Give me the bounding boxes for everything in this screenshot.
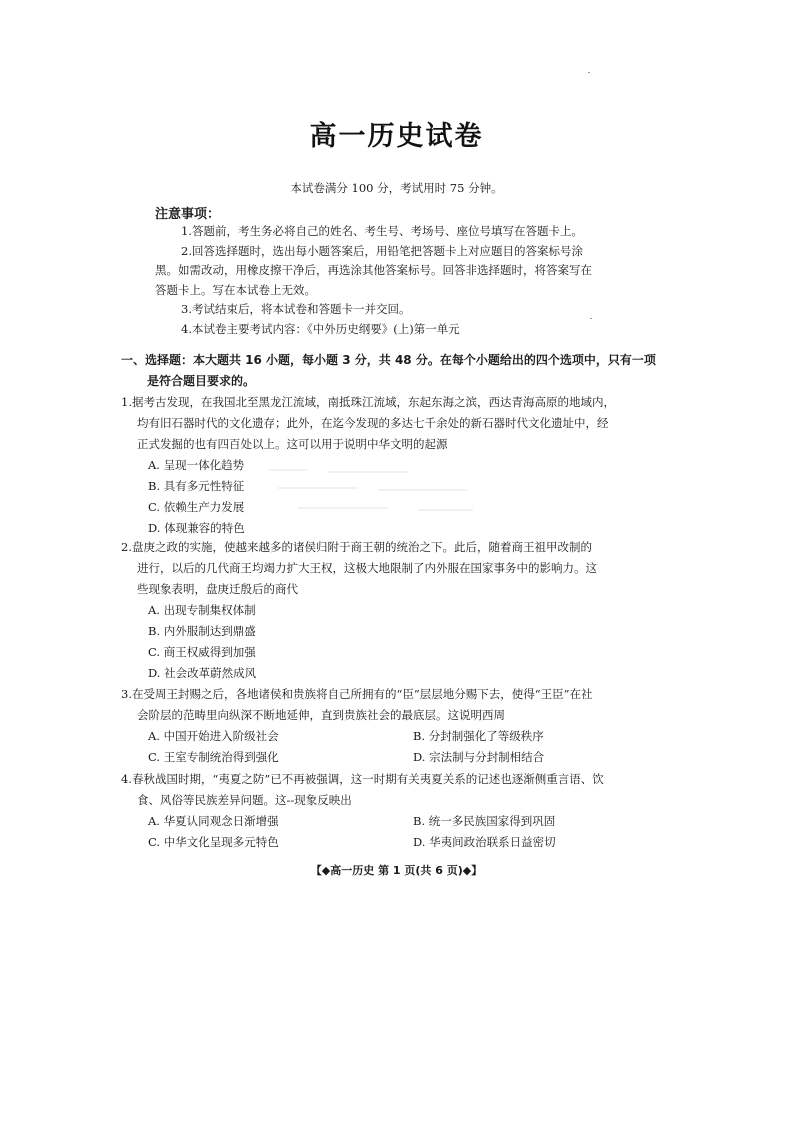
stem-line: 据考古发现，在我国北至黑龙江流域，南抵珠江流域，东起东海之滨，西达青海高原的地域内， (131, 395, 615, 409)
notice-block (155, 222, 625, 340)
question-3 (121, 684, 656, 768)
question-stem (121, 769, 656, 811)
stem-line: 食、风俗等民族差异问题。这--现象反映出 (137, 793, 352, 807)
option-a: A. 出现专制集权体制 (148, 603, 256, 617)
options-grid (121, 811, 656, 853)
stem-line: 些现象表明，盘庚迁殷后的商代 (137, 582, 298, 596)
section-heading (121, 350, 661, 392)
stem-line: 正式发掘的也有四百处以上。这可以用于说明中华文明的起源 (137, 437, 448, 451)
page-footer: 【◆高一历史 第 1 页(共 6 页)◆】 (310, 864, 483, 877)
scan-speck (588, 72, 590, 73)
option-c: C. 中华文化呈现多元特色 (148, 835, 279, 849)
option-c: C. 商王权威得到加强 (148, 645, 256, 659)
stem-line: 盘庚之政的实施，使越来越多的诸侯归附于商王朝的统治之下。此后，随着商王祖甲改制的 (131, 540, 592, 554)
notice-item: 答题卡上。写在本试卷上无效。 (155, 282, 316, 297)
options-grid (121, 726, 656, 768)
option-b: B. 内外服制达到鼎盛 (148, 624, 256, 638)
question-number: 2. (121, 540, 132, 554)
option-a: A. 呈现一体化趋势 (148, 458, 245, 472)
notice-item: 2.回答选择题时，选出每小题答案后，用铅笔把答题卡上对应题目的答案标号涂 (181, 243, 583, 258)
question-2 (121, 537, 656, 684)
question-4 (121, 769, 656, 853)
notice-item: 黑。如需改动，用橡皮擦干净后，再选涂其他答案标号。回答非选择题时，将答案写在 (155, 263, 592, 278)
option-b: B. 具有多元性特征 (148, 479, 245, 493)
stem-line: 在受周王封赐之后，各地诸侯和贵族将自己所拥有的“臣”层层地分赐下去，使得“王臣”在社 (131, 687, 593, 701)
stem-line: 均有旧石器时代的文化遗存；此外，在迄今发现的多达七千余处的新石器时代文化遗址中，经 (137, 416, 609, 430)
options-list (121, 600, 656, 684)
option-c: C. 依赖生产力发展 (148, 500, 245, 514)
section-heading-line2: 是符合题目要求的。 (147, 374, 256, 388)
option-d: D. 社会改革蔚然成风 (148, 666, 257, 680)
option-b: B. 统一多民族国家得到巩固 (413, 814, 556, 828)
option-d: D. 体现兼容的特色 (148, 521, 245, 535)
faint-bleed-through (268, 462, 478, 520)
question-stem (121, 537, 656, 600)
notice-item: 4.本试卷主要考试内容：《中外历史纲要》(上)第一单元 (181, 321, 460, 336)
notice-heading: 注意事项： (155, 207, 221, 222)
question-number: 3. (121, 687, 132, 701)
stem-line: 进行，以后的几代商王均竭力扩大王权，这极大地限制了内外服在国家事务中的影响力。这 (137, 561, 597, 575)
question-stem (121, 392, 656, 455)
stem-line: 春秋战国时期，“夷夏之防”已不再被强调，这一时期有关夷夏关系的记述也逐渐侧重言语、饮 (131, 772, 604, 786)
stem-line: 会阶层的范畴里向纵深不断地延伸，直到贵族社会的最底层。这说明西周 (137, 708, 505, 722)
option-c: C. 王室专制统治得到强化 (148, 750, 279, 764)
option-a: A. 华夏认同观念日渐增强 (148, 814, 279, 828)
exam-subtitle: 本试卷满分 100 分，考试用时 75 分钟。 (290, 181, 503, 195)
option-b: B. 分封制强化了等级秩序 (413, 729, 544, 743)
notice-item: 1.答题前，考生务必将自己的姓名、考生号、考场号、座位号填写在答题卡上。 (181, 224, 583, 238)
scan-speck (590, 318, 592, 319)
question-number: 4. (121, 772, 132, 786)
notice-item: 3.考试结束后，将本试卷和答题卡一并交回。 (181, 302, 411, 317)
section-heading-line1: 一、选择题：本大题共 16 小题，每小题 3 分，共 48 分。在每个小题给出的四个选项中，只有一项 (121, 353, 656, 367)
option-a: A. 中国开始进入阶级社会 (148, 729, 279, 743)
option-d: D. 宗法制与分封制相结合 (413, 750, 545, 764)
option-d: D. 华夷间政治联系日益密切 (413, 835, 556, 849)
page-title: 高一历史试卷 (309, 121, 484, 152)
question-number: 1. (121, 395, 132, 409)
question-stem (121, 684, 656, 726)
